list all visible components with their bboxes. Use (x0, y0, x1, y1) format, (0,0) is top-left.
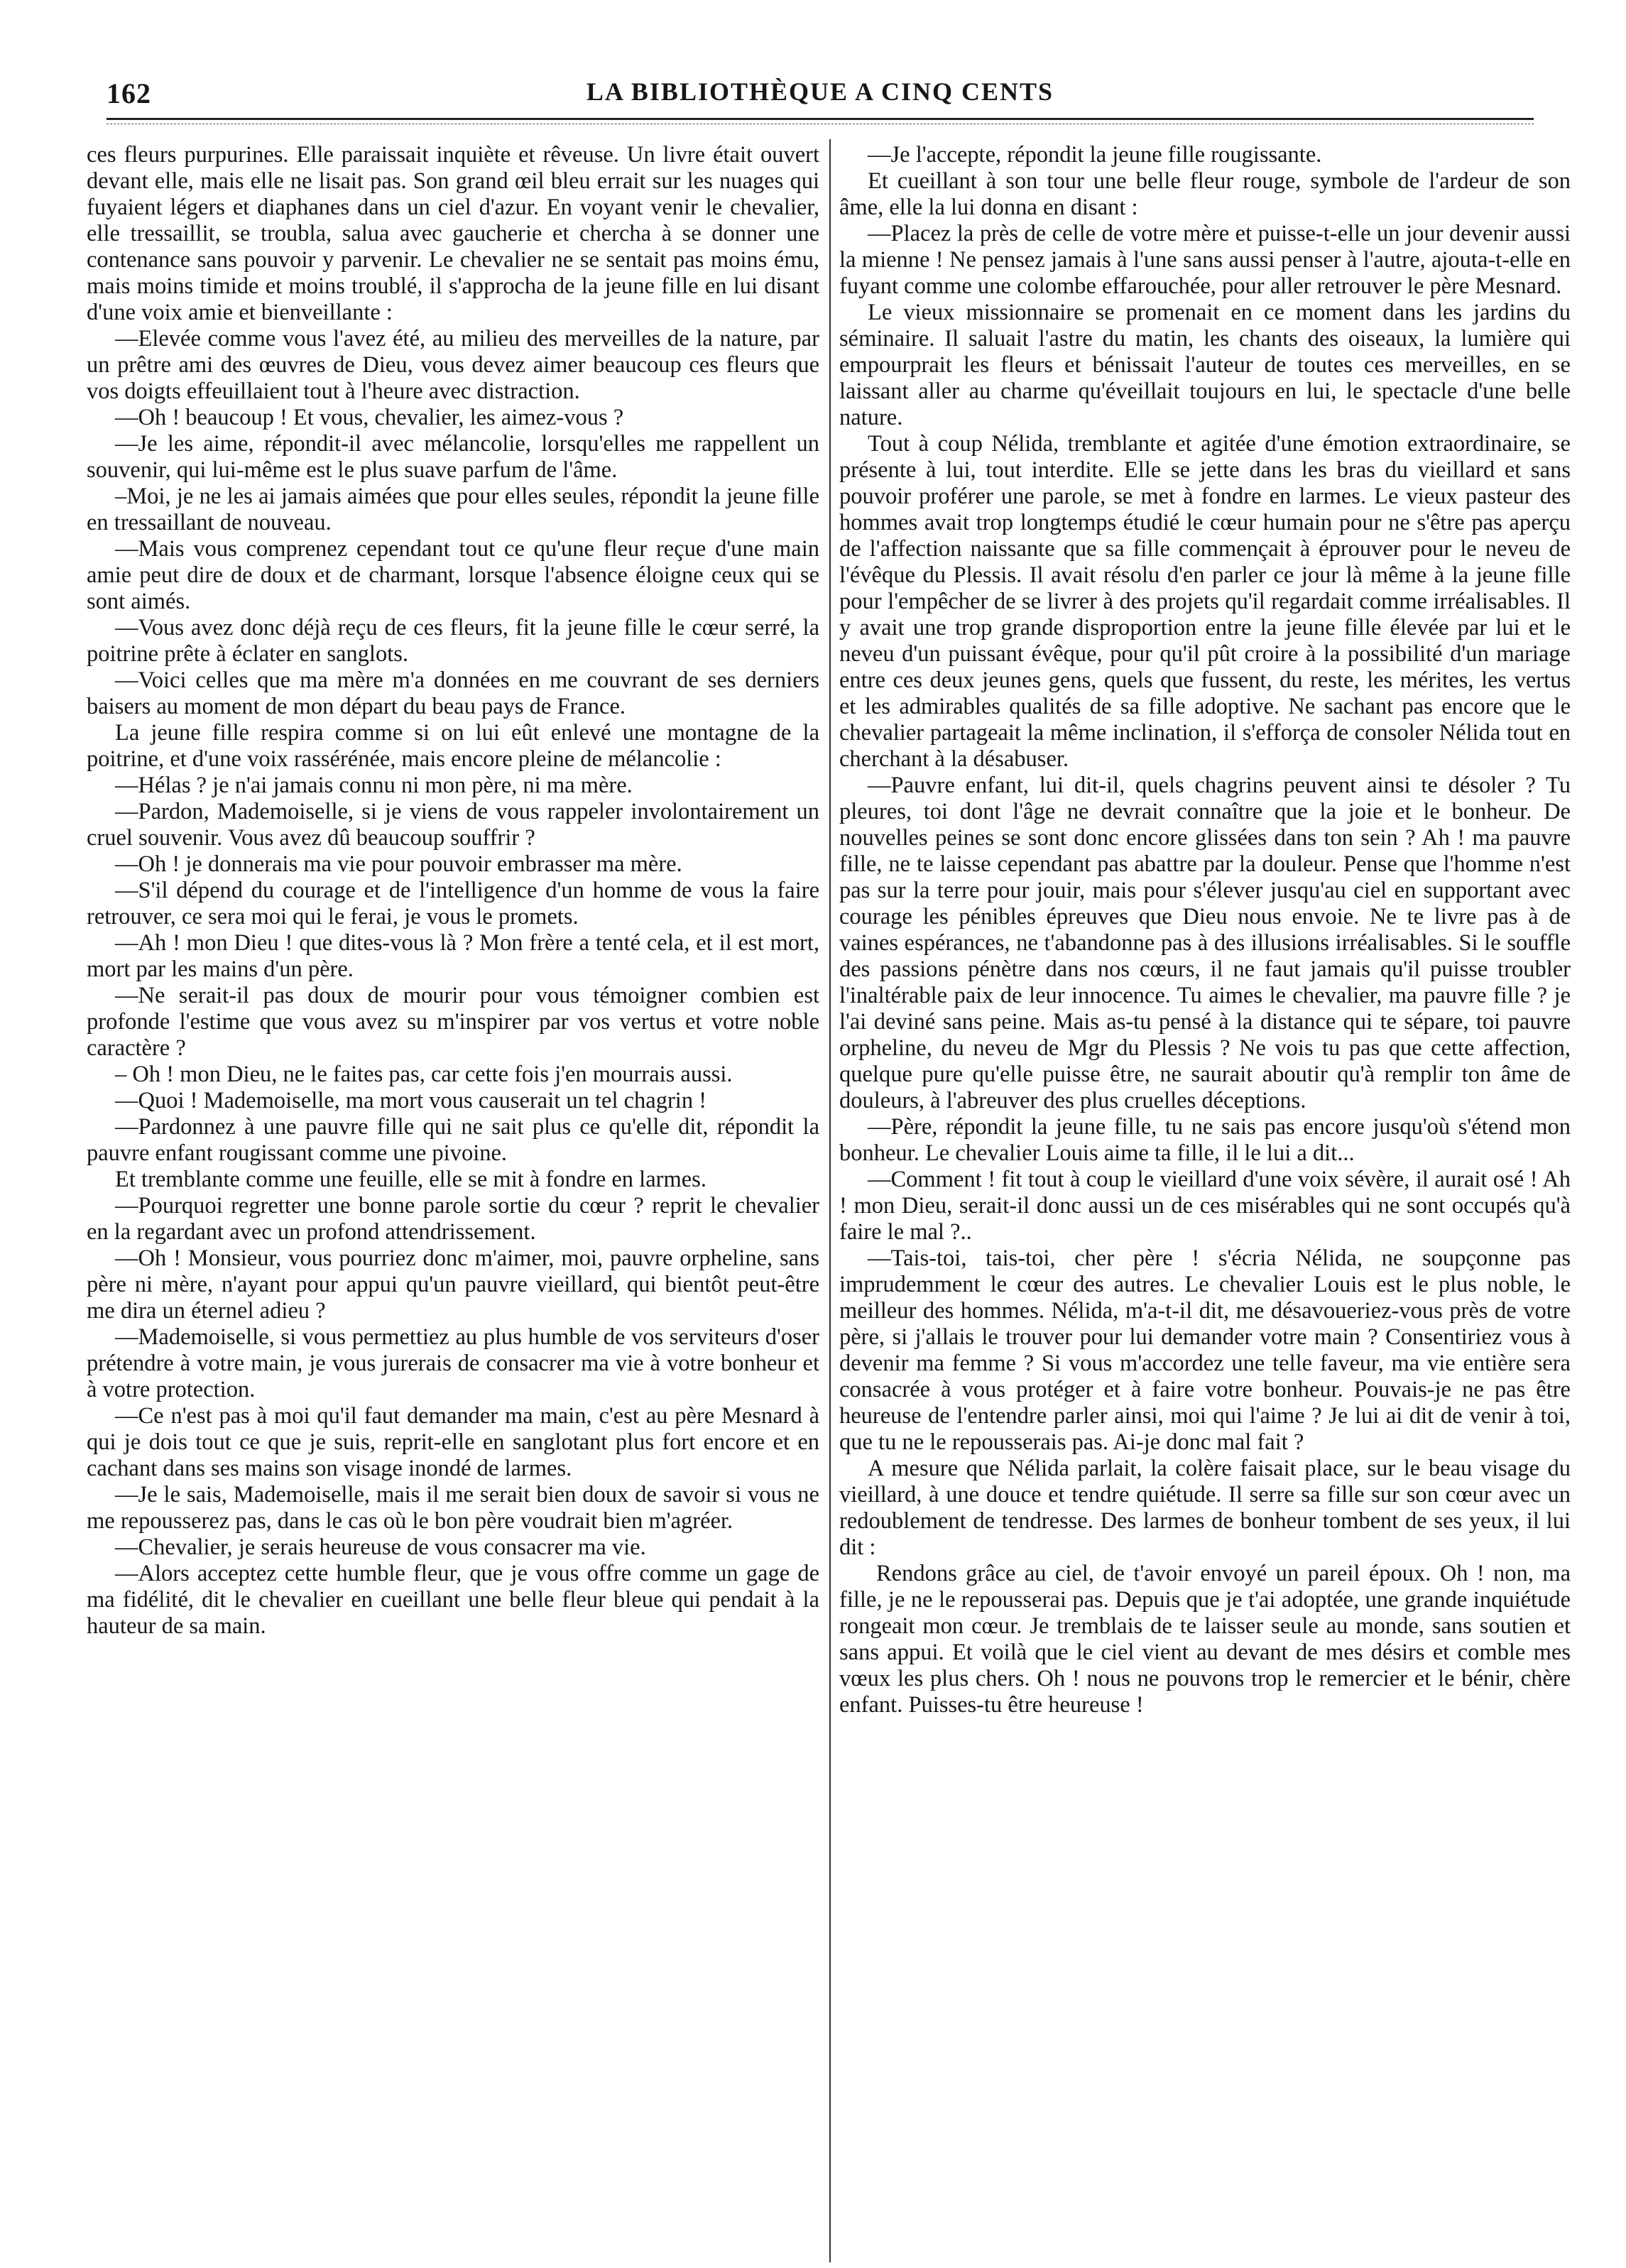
paragraph: –Moi, je ne les ai jamais aimées que pour elles seules, répondit la jeune fille en tressaillant de nouveau. (87, 484, 819, 535)
paragraph: Et tremblante comme une feuille, elle se mit à fondre en larmes. (115, 1167, 706, 1192)
paragraph: —Je les aime, répondit-il avec mélancolie, lorsqu'elles me rappellent un souvenir, qui lui-même est le plus suave parfum de l'âme. (87, 431, 819, 483)
paragraph: —Ah ! mon Dieu ! que dites-vous là ? Mon frère a tenté cela, et il est mort, mort par les mains d'un père. (87, 930, 819, 982)
right-column (839, 142, 1571, 2258)
left-column (87, 142, 819, 2258)
paragraph: —Elevée comme vous l'avez été, au milieu des merveilles de la nature, par un prêtre ami des œuvres de Dieu, vous devez aimer beaucoup ces fleurs que vos doigts effeuillaient tout à l'heure avec distraction. (87, 326, 819, 404)
paragraph: Le vieux missionnaire se promenait en ce moment dans les jardins du séminaire. Il saluait l'astre du matin, les chants des oiseaux, la lumière qui empourprait les fleurs et bénissait l'auteur de toutes ces merveilles, en se laissant aller au charme qu'éveillait toujours en lui, le spectacle d'une belle nature. (839, 300, 1571, 430)
paragraph: —Pardon, Mademoiselle, si je viens de vous rappeler involontairement un cruel souvenir. Vous avez dû beaucoup souffrir ? (87, 799, 819, 851)
paragraph: —Père, répondit la jeune fille, tu ne sais pas encore jusqu'où s'étend mon bonheur. Le chevalier Louis aime ta fille, il le lui a dit... (839, 1114, 1571, 1166)
paragraph: —Oh ! je donnerais ma vie pour pouvoir embrasser ma mère. (115, 851, 682, 877)
paragraph: —Alors acceptez cette humble fleur, que je vous offre comme un gage de ma fidélité, dit le chevalier en cueillant une belle fleur bleue qui pendait à la hauteur de sa main. (87, 1561, 819, 1639)
paragraph: —Je l'accepte, répondit la jeune fille rougissante. (868, 142, 1322, 168)
paragraph: —Mademoiselle, si vous permettiez au plus humble de vos serviteurs d'oser prétendre à votre main, je vous jurerais de consacrer ma vie à votre bonheur et à votre protection. (87, 1324, 819, 1402)
paragraph: A mesure que Nélida parlait, la colère faisait place, sur le beau visage du vieillard, à une douce et tendre quiétude. Il serre sa fille sur son cœur avec un redoublement de tendresse. Des larmes de bonheur tombent de ses yeux, il lui dit : (839, 1456, 1571, 1560)
paragraph: Tout à coup Nélida, tremblante et agitée d'une émotion extraordinaire, se présente à lui, tout interdite. Elle se jette dans les bras du vieillard et sans pouvoir proférer une parole, se met à fondre en larmes. Le vieux pasteur des hommes avait trop longtemps étudié le cœur humain pour ne s'être pas aperçu de l'affection naissante que sa fille commençait à éprouver pour le neveu de l'évêque du Plessis. Il avait résolu d'en parler ce jour là même à la jeune fille pour l'empêcher de se livrer à des projets qu'il regardait comme irréalisables. Il y avait une trop grande disproportion entre la jeune fille élevée par lui et le neveu d'un puissant évêque, pour qu'il pût croire à la possibilité d'un mariage entre ces deux jeunes gens, quels que fussent, du reste, les mérites, les vertus et les admirables qualités de sa fille adoptive. Ne sachant pas encore que le chevalier partageait la même inclination, il s'efforça de consoler Nélida tout en cherchant à la désabuser. (839, 431, 1571, 772)
paragraph: —Chevalier, je serais heureuse de vous consacrer ma vie. (115, 1534, 646, 1560)
paragraph: La jeune fille respira comme si on lui eût enlevé une montagne de la poitrine, et d'une voix rassérénée, mais encore pleine de mélancolie : (87, 720, 819, 772)
paragraph: ces fleurs purpurines. Elle paraissait inquiète et rêveuse. Un livre était ouvert devant elle, mais elle ne lisait pas. Son grand œil bleu errait sur les nuages qui fuyaient légers et diaphanes dans un ciel d'azur. En voyant venir le chevalier, elle tressaillit, se troubla, salua avec gaucherie et chercha à se donner une contenance sans pouvoir y parvenir. Le chevalier ne se sentait pas moins ému, mais moins timide et moins troublé, il s'approcha de la jeune fille en lui disant d'une voix amie et bienveillante : (87, 142, 819, 325)
paragraph: Rendons grâce au ciel, de t'avoir envoyé un pareil époux. Oh ! non, ma fille, je ne le repousserai pas. Depuis que je t'ai adoptée, une grande inquiétude rongeait mon cœur. Je tremblais de te laisser seule au monde, sans soutien et sans appui. Et voilà que le ciel vient au devant de mes désirs et comble mes vœux les plus chers. Oh ! nous ne pouvons trop le remercier et le bénir, chère enfant. Puisses-tu être heureuse ! (839, 1561, 1571, 1718)
column-divider (829, 139, 831, 2262)
paragraph: —Je le sais, Mademoiselle, mais il me serait bien doux de savoir si vous ne me repousserez pas, dans le cas où le bon père voudrait bien m'agréer. (87, 1482, 819, 1534)
paragraph: —Placez la près de celle de votre mère et puisse-t-elle un jour devenir aussi la mienne ! Ne pensez jamais à l'une sans aussi penser à l'autre, ajouta-t-elle en fuyant comme une colombe effarouchée, pour aller retrouver le père Mesnard. (839, 221, 1571, 299)
paragraph: —Pauvre enfant, lui dit-il, quels chagrins peuvent ainsi te désoler ? Tu pleures, toi dont l'âge ne devrait connaître que la joie et le bonheur. De nouvelles peines se sont donc encore glissées dans ton sein ? Ah ! ma pauvre fille, ne te laisse cependant pas abattre par la douleur. Pense que l'homme n'est pas sur la terre pour jouir, mais pour s'élever jusqu'au ciel en supportant avec courage les pénibles épreuves que Dieu nous envoie. Ne te livre pas à de vaines espérances, ne t'abandonne pas à des illusions irréalisables. Si le souffle des passions pénètre dans nos cœurs, il ne faut jamais qu'il puisse troubler l'inaltérable paix de leur innocence. Tu aimes le chevalier, ma pauvre fille ? je l'ai deviné sans peine. Mais as-tu pensé à la distance qui te sépare, toi pauvre orpheline, du neveu de Mgr du Plessis ? Ne vois tu pas que cette affection, quelque pure qu'elle puisse être, ne saurait aboutir qu'à remplir ton âme de douleurs, à l'abreuver des plus cruelles déceptions. (839, 773, 1571, 1113)
paragraph: —Hélas ? je n'ai jamais connu ni mon père, ni ma mère. (115, 773, 633, 798)
paragraph: —Ne serait-il pas doux de mourir pour vous témoigner combien est profonde l'estime que vous avez su m'inspirer par vos vertus et votre noble caractère ? (87, 983, 819, 1061)
paragraph: —Ce n'est pas à moi qu'il faut demander ma main, c'est au père Mesnard à qui je dois tout ce que je suis, reprit-elle en sanglotant plus fort encore et en cachant dans ses mains son visage inondé de larmes. (87, 1403, 819, 1481)
paragraph: Et cueillant à son tour une belle fleur rouge, symbole de l'ardeur de son âme, elle la lui donna en disant : (839, 168, 1571, 220)
paragraph: —Vous avez donc déjà reçu de ces fleurs, fit la jeune fille le cœur serré, la poitrine prête à éclater en sanglots. (87, 615, 819, 667)
paragraph: —Tais-toi, tais-toi, cher père ! s'écria Nélida, ne soupçonne pas imprudemment le cœur des autres. Le chevalier Louis est le plus noble, le meilleur des hommes. Nélida, m'a-t-il dit, me désavoueriez-vous près de votre père, si j'allais le trouver pour lui demander votre main ? Consentiriez vous à devenir ma femme ? Si vous m'accordez une telle faveur, ma vie entière sera consacrée à vous protéger et à faire votre bonheur. Pouvais-je ne pas être heureuse de l'entendre parler ainsi, moi qui l'aime ? Je lui ai dit de venir à toi, que tu ne le repousserais pas. Ai-je donc mal fait ? (839, 1245, 1571, 1455)
paragraph: —S'il dépend du courage et de l'intelligence d'un homme de vous la faire retrouver, ce sera moi qui le ferai, je vous le promets. (87, 878, 819, 929)
paragraph: —Pourquoi regretter une bonne parole sortie du cœur ? reprit le chevalier en la regardant avec un profond attendrissement. (87, 1193, 819, 1245)
paragraph: —Oh ! beaucoup ! Et vous, chevalier, les aimez-vous ? (115, 405, 624, 430)
paragraph: —Voici celles que ma mère m'a données en me couvrant de ses derniers baisers au moment de mon départ du beau pays de France. (87, 667, 819, 719)
page-header (107, 77, 1534, 119)
paragraph: – Oh ! mon Dieu, ne le faites pas, car cette fois j'en mourrais aussi. (115, 1062, 733, 1087)
paragraph: —Mais vous comprenez cependant tout ce qu'une fleur reçue d'une main amie peut dire de doux et de charmant, lorsque l'absence éloigne ceux qui se sont aimés. (87, 536, 819, 614)
page-number: 162 (107, 77, 151, 109)
paragraph: —Pardonnez à une pauvre fille qui ne sait plus ce qu'elle dit, répondit la pauvre enfant rougissant comme une pivoine. (87, 1114, 819, 1166)
header-rule (107, 118, 1534, 120)
running-title: LA BIBLIOTHÈQUE A CINQ CENTS (586, 77, 1054, 106)
paragraph: —Comment ! fit tout à coup le vieillard d'une voix sévère, il aurait osé ! Ah ! mon Dieu, serait-il donc aussi un de ces misérables qui ne sont occupés qu'à faire le mal ?.. (839, 1167, 1571, 1245)
paragraph: —Quoi ! Mademoiselle, ma mort vous causerait un tel chagrin ! (115, 1088, 707, 1113)
paragraph: —Oh ! Monsieur, vous pourriez donc m'aimer, moi, pauvre orpheline, sans père ni mère, n'ayant pour appui qu'un pauvre vieillard, qui bientôt peut-être me dira un éternel adieu ? (87, 1245, 819, 1324)
